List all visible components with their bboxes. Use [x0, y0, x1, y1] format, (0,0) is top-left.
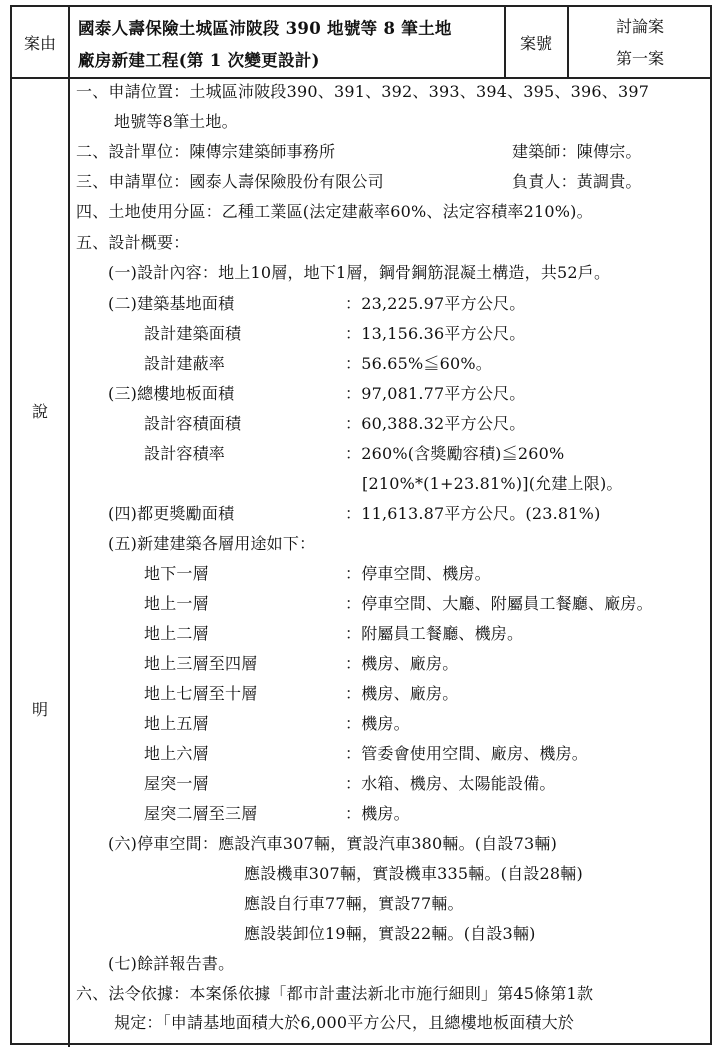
total-floor-area-value: ：97,081.77平方公尺。 — [345, 384, 526, 403]
item-6-legal-basis: 六、法令依據：本案係依據「都市計畫法新北市施行細則」第45條第1款 — [76, 984, 594, 1003]
case-no-label: 案號 — [519, 33, 552, 53]
total-floor-area-label: (三)總樓地板面積 — [108, 384, 235, 403]
floor-1-usage: ：停車空間、大廳、附屬員工餐廳、廠房。 — [345, 594, 653, 613]
case-order: 第一案 — [615, 48, 664, 68]
site-area-value: ：23,225.97平方公尺。 — [345, 294, 526, 313]
roof-1-usage: ：水箱、機房、太陽能設備。 — [345, 774, 556, 793]
roof-1-label: 屋突一層 — [144, 774, 209, 793]
parking-car: (六)停車空間：應設汽車307輛，實設汽車380輛。(自設73輛) — [108, 834, 558, 853]
parking-bicycle: 應設自行車77輛，實設77輛。 — [244, 894, 464, 913]
volume-ratio-cap: [210%*(1+23.81%)](允建上限)。 — [362, 474, 623, 493]
building-area-value: ：13,156.36平方公尺。 — [345, 324, 526, 343]
floor-7-10-usage: ：機房、廠房。 — [345, 684, 459, 703]
parking-loading: 應設裝卸位19輛，實設22輛。(自設3輛) — [244, 924, 536, 943]
item-2-architect: 建築師：陳傳宗。 — [512, 142, 642, 161]
item-3-responsible: 負責人：黃調貴。 — [512, 172, 642, 191]
floor-6-label: 地上六層 — [144, 744, 209, 763]
item-3-applicant: 三、申請單位：國泰人壽保險股份有限公司 — [76, 172, 384, 191]
volume-area-value: ：60,388.32平方公尺。 — [345, 414, 526, 433]
floor-b1-usage: ：停車空間、機房。 — [345, 564, 491, 583]
floor-2-label: 地上二層 — [144, 624, 209, 643]
document-table — [10, 5, 712, 1045]
floor-6-usage: ：管委會使用空間、廠房、機房。 — [345, 744, 589, 763]
case-title-line2: 廠房新建工程(第 1 次變更設計) — [78, 51, 320, 70]
item-6-legal-basis-cont: 規定：「申請基地面積大於6,000平方公尺，且總樓地板面積大於 — [114, 1013, 575, 1032]
coverage-ratio-label: 設計建蔽率 — [144, 354, 226, 373]
floor-3-4-label: 地上三層至四層 — [144, 654, 258, 673]
volume-ratio-label: 設計容積率 — [144, 444, 226, 463]
roof-2-3-usage: ：機房。 — [345, 804, 410, 823]
floor-7-10-label: 地上七層至十層 — [144, 684, 258, 703]
floor-3-4-usage: ：機房、廠房。 — [345, 654, 459, 673]
building-area-label: 設計建築面積 — [144, 324, 242, 343]
item-5-heading: 五、設計概要： — [76, 233, 190, 252]
item-2-designer: 二、設計單位：陳傳宗建築師事務所 — [76, 142, 336, 161]
volume-area-label: 設計容積面積 — [144, 414, 242, 433]
site-area-label: (二)建築基地面積 — [108, 294, 235, 313]
item-5-1-content: (一)設計內容：地上10層，地下1層，鋼骨鋼筋混凝土構造，共52戶。 — [108, 263, 611, 282]
floor-5-label: 地上五層 — [144, 714, 209, 733]
bonus-area-value: ：11,613.87平方公尺。(23.81%) — [345, 504, 601, 523]
floor-5-usage: ：機房。 — [345, 714, 410, 733]
case-type: 討論案 — [615, 16, 664, 36]
bonus-area-label: (四)都更獎勵面積 — [108, 504, 235, 523]
reason-label: 案由 — [23, 33, 56, 53]
floor-usage-heading: (五)新建建築各層用途如下： — [108, 534, 316, 553]
volume-ratio-value: ：260%(含獎勵容積)≦260% — [345, 444, 565, 463]
roof-2-3-label: 屋突二層至三層 — [144, 804, 258, 823]
side-label-shuo: 說 — [32, 402, 49, 421]
side-label-ming: 明 — [32, 700, 49, 719]
item-1-location-cont: 地號等8筆土地。 — [114, 112, 238, 131]
item-5-7-report: (七)餘詳報告書。 — [108, 954, 235, 973]
item-4-zoning: 四、土地使用分區：乙種工業區(法定建蔽率60%、法定容積率210%)。 — [76, 202, 593, 221]
parking-motorcycle: 應設機車307輛，實設機車335輛。(自設28輛) — [244, 864, 583, 883]
floor-2-usage: ：附屬員工餐廳、機房。 — [345, 624, 524, 643]
floor-b1-label: 地下一層 — [144, 564, 209, 583]
coverage-ratio-value: ：56.65%≦60%。 — [345, 354, 492, 373]
floor-1-label: 地上一層 — [144, 594, 209, 613]
item-1-location: 一、申請位置：土城區沛陂段390、391、392、393、394、395、396、397 — [76, 82, 650, 101]
case-title-line1: 國泰人壽保險土城區沛陂段 390 地號等 8 筆土地 — [78, 19, 452, 38]
label-column-divider — [68, 7, 70, 1047]
